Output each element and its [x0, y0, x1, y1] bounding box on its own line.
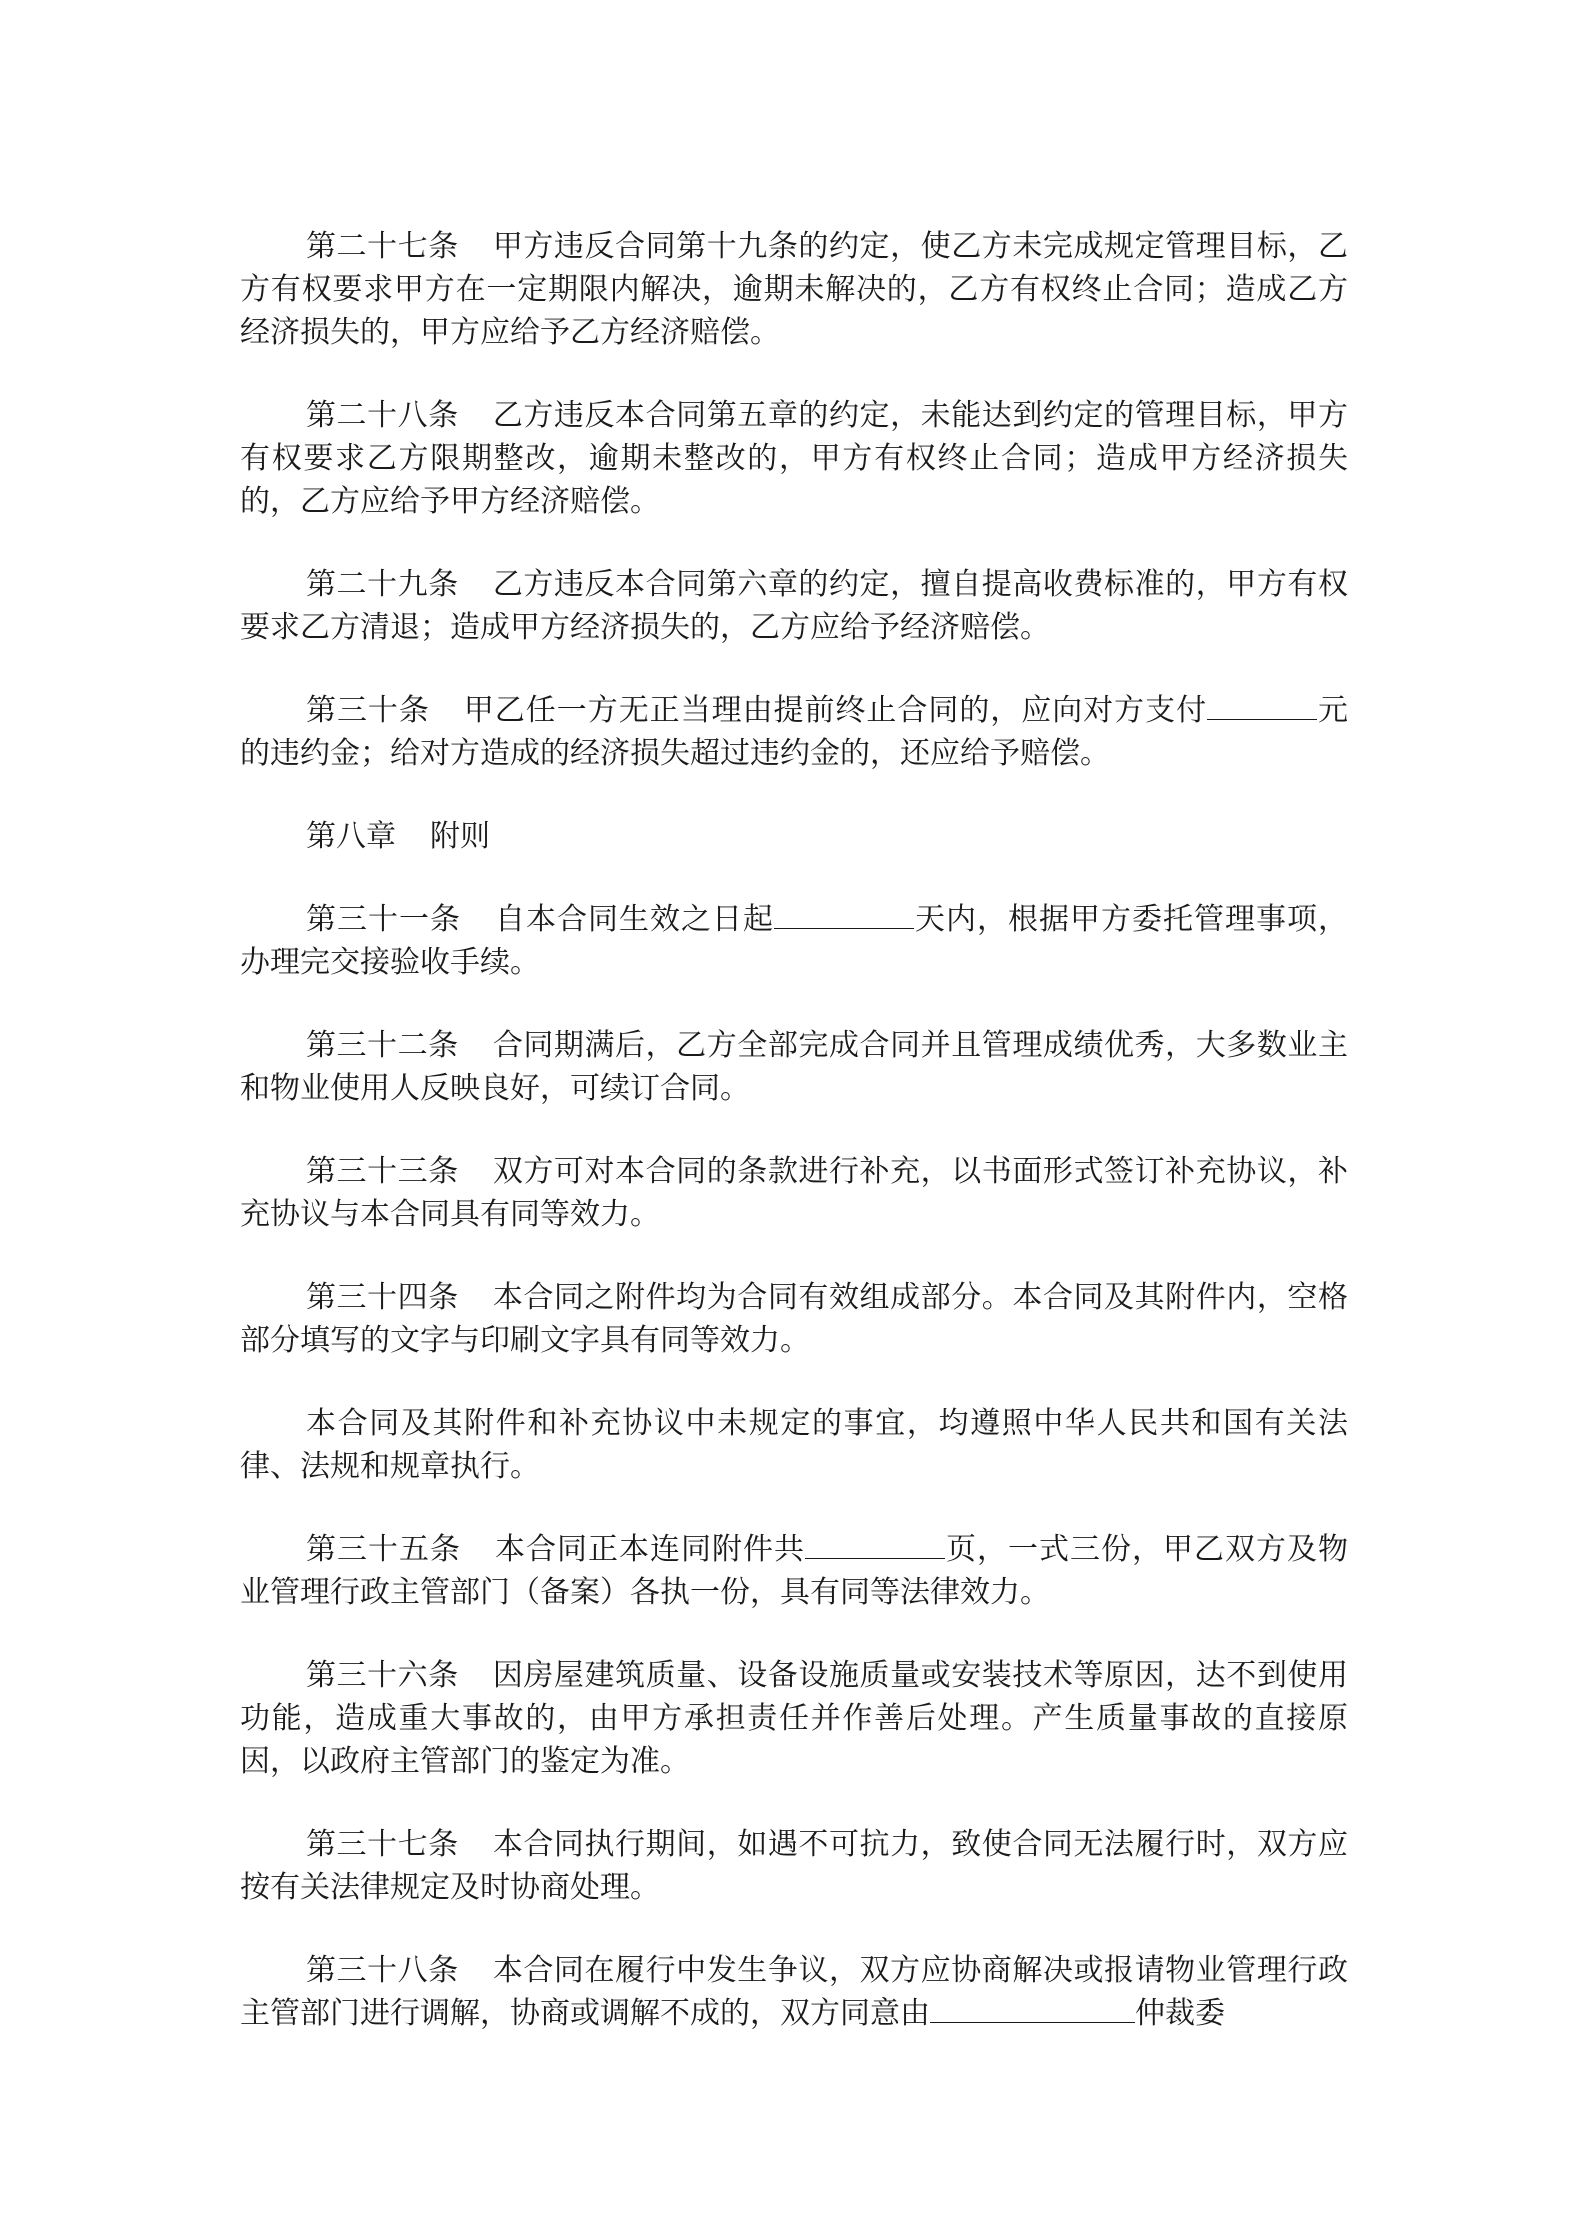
fill-in-blank-penalty-amount[interactable] — [1207, 691, 1317, 720]
article-27 — [240, 225, 1348, 354]
article-36 — [240, 1654, 1348, 1783]
article-number: 第三十四条 — [306, 1280, 459, 1315]
fill-in-blank-pages[interactable] — [805, 1530, 945, 1559]
article-28 — [240, 394, 1348, 523]
article-35 — [240, 1528, 1348, 1614]
article-text-before-blank: 甲乙任一方无正当理由提前终止合同的，应向对方支付 — [463, 693, 1208, 728]
article-text: 乙方违反本合同第六章的约定，擅自提高收费标准的，甲方有权要求乙方清退；造成甲方经济损失的，乙方应给予经济赔偿。 — [240, 567, 1348, 645]
article-32 — [240, 1024, 1348, 1110]
article-text-before-blank: 自本合同生效之日起 — [495, 902, 774, 937]
article-text: 乙方违反本合同第五章的约定，未能达到约定的管理目标，甲方有权要求乙方限期整改，逾期未整改的，甲方有权终止合同；造成甲方经济损失的，乙方应给予甲方经济赔偿。 — [240, 398, 1348, 519]
article-30 — [240, 689, 1348, 775]
article-text-after-blank: 页，一式三份，甲乙双方及物业管理行政主管部门（备案）各执一份，具有同等法律效力。 — [240, 1532, 1348, 1610]
article-number: 第三十八条 — [306, 1953, 459, 1988]
article-29 — [240, 563, 1348, 649]
article-38 — [240, 1949, 1348, 2035]
article-number: 第二十八条 — [306, 398, 459, 433]
article-number: 第三十六条 — [306, 1658, 459, 1693]
article-text: 本合同执行期间，如遇不可抗力，致使合同无法履行时，双方应按有关法律规定及时协商处理。 — [240, 1827, 1348, 1905]
article-number: 第二十九条 — [306, 567, 459, 602]
fill-in-blank-arbitration-body[interactable] — [930, 1994, 1135, 2023]
article-number: 第三十三条 — [306, 1154, 459, 1189]
article-number: 第三十二条 — [306, 1028, 459, 1063]
article-31 — [240, 898, 1348, 984]
article-text-after-blank: 天内，根据甲方委托管理事项，办理完交接验收手续。 — [240, 902, 1348, 980]
paragraph-text: 本合同及其附件和补充协议中未规定的事宜，均遵照中华人民共和国有关法律、法规和规章执行。 — [240, 1406, 1348, 1484]
article-text: 因房屋建筑质量、设备设施质量或安装技术等原因，达不到使用功能，造成重大事故的，由甲方承担责任并作善后处理。产生质量事故的直接原因，以政府主管部门的鉴定为准。 — [240, 1658, 1348, 1779]
chapter-title: 附则 — [430, 819, 490, 854]
article-text: 双方可对本合同的条款进行补充，以书面形式签订补充协议，补充协议与本合同具有同等效力。 — [240, 1154, 1348, 1232]
article-text-before-blank: 本合同在履行中发生争议，双方应协商解决或报请物业管理行政主管部门进行调解，协商或调解不成的，双方同意由 — [240, 1953, 1348, 2031]
article-number: 第二十七条 — [306, 229, 459, 264]
article-text: 合同期满后，乙方全部完成合同并且管理成绩优秀，大多数业主和物业使用人反映良好，可续订合同。 — [240, 1028, 1348, 1106]
article-number: 第三十五条 — [306, 1532, 461, 1567]
article-33 — [240, 1150, 1348, 1236]
article-text: 本合同之附件均为合同有效组成部分。本合同及其附件内，空格部分填写的文字与印刷文字具有同等效力。 — [240, 1280, 1348, 1358]
article-37 — [240, 1823, 1348, 1909]
article-number: 第三十条 — [306, 693, 430, 728]
article-number: 第三十七条 — [306, 1827, 459, 1862]
fill-in-blank-days[interactable] — [774, 900, 914, 929]
chapter-number: 第八章 — [306, 819, 396, 854]
article-text-after-blank: 元的违约金；给对方造成的经济损失超过违约金的，还应给予赔偿。 — [240, 693, 1349, 771]
article-text: 甲方违反合同第十九条的约定，使乙方未完成规定管理目标，乙方有权要求甲方在一定期限内解决，逾期未解决的，乙方有权终止合同；造成乙方经济损失的，甲方应给予乙方经济赔偿。 — [240, 229, 1348, 350]
supplementary-paragraph — [240, 1402, 1348, 1488]
article-34 — [240, 1276, 1348, 1362]
article-number: 第三十一条 — [306, 902, 461, 937]
document-page — [240, 225, 1348, 2075]
article-text-before-blank: 本合同正本连同附件共 — [495, 1532, 805, 1567]
chapter-8-heading — [240, 815, 1348, 858]
article-text-after-blank: 仲裁委 — [1135, 1996, 1225, 2031]
